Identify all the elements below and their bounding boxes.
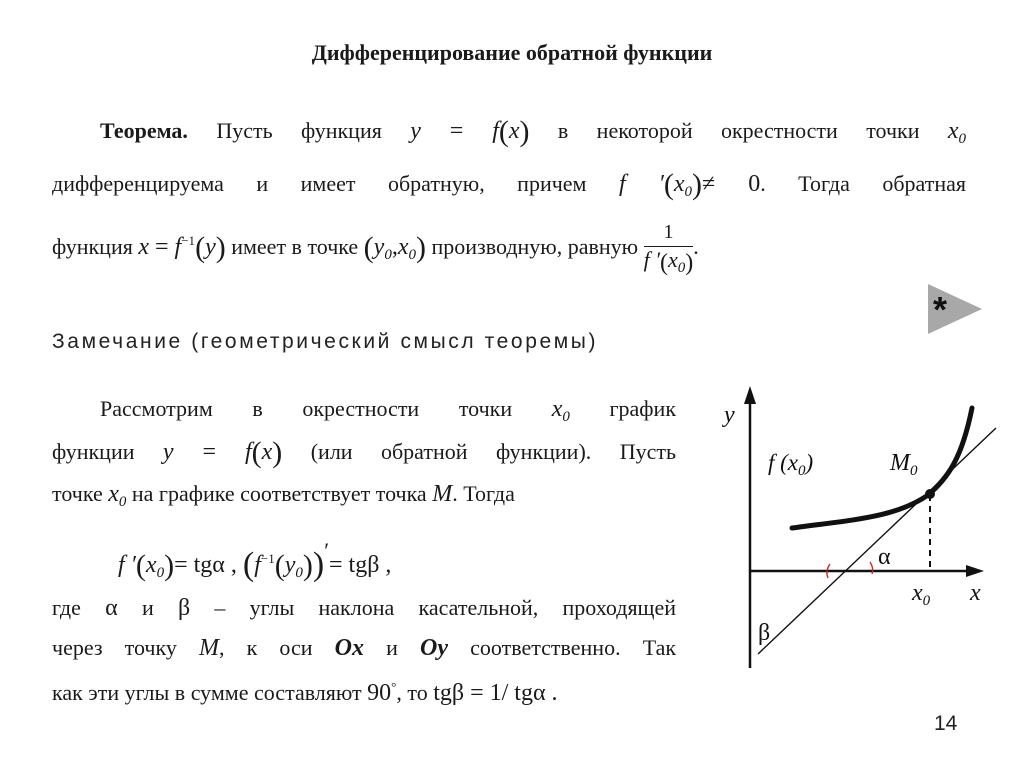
point-m0	[925, 489, 935, 499]
next-slide-arrow-icon[interactable]	[926, 282, 986, 336]
theorem-line-2: дифференцируема и имеет обратную, причем f $'(x_0)\ne 0$. Тогда обратная	[52, 168, 966, 201]
beta-label: β	[758, 620, 771, 646]
m0-label: $M_0$	[890, 450, 918, 479]
remark-heading: Замечание (геометрический смысл теоремы)	[52, 330, 599, 353]
point-x0: $x_0$	[947, 118, 967, 147]
function-curve	[792, 408, 972, 528]
remark-line-3: точке $x_0$ на графике соответствует точка M. Тогда	[52, 481, 515, 510]
x-axis-label: x	[970, 580, 981, 606]
theorem-line-3: функция $x = f^{-1}(y)$ имеет в точке $(y_0,x_0)$ производную, равную $\frac{1}{f '(x_0)}$ .	[52, 221, 699, 276]
y-axis-label: y	[724, 402, 735, 428]
remark-line-2: функции y = f(x) (или обратной функции). Пусть	[52, 436, 676, 469]
page-number: 14	[934, 712, 958, 735]
remark-line-4: где α и β – углы наклона касательной, проходящей	[52, 595, 677, 621]
x0-label: $x_0$	[912, 580, 931, 609]
remark-line-5: через точку M, к оси Ox и Oy соответственно. Так	[52, 635, 677, 661]
formula-derivative-nonzero: f $'(x_0)\ne 0$	[618, 168, 761, 201]
theorem-label: Теорема.	[100, 118, 188, 143]
remark-line-1: Рассмотрим в окрестности точки $x_0$ график	[100, 396, 677, 425]
alpha-label: α	[878, 544, 891, 570]
f-x0-label: f $(x_0)$	[768, 450, 814, 479]
star-icon: *	[933, 289, 948, 330]
remark-line-6: как эти углы в сумме составляют 90°, то tgβ = 1/ tgα .	[52, 679, 558, 706]
tangent-graph	[700, 378, 1000, 678]
x-axis-arrow-icon	[966, 565, 984, 577]
formula-y-f-x: y = f(x)	[410, 115, 530, 148]
formula-inverse-function: $x = f^{-1}(y)$	[138, 231, 226, 265]
point-y0-x0: $(y_0,x_0)$	[363, 231, 426, 265]
page-title: Дифференцирование обратной функции	[311, 40, 713, 65]
theorem-line-1: Теорема. Пусть функция y = f(x) в некоторой окрестности точки $x_0$	[100, 115, 967, 148]
y-axis-arrow-icon	[744, 386, 756, 404]
formula-tangent-angles: f $'(x_0)= tg\alpha$ , $(f^{-1}(y_0))'= tg\beta$ ,	[118, 538, 392, 583]
fraction-one-over-derivative: $\frac{1}{f '(x_0)}$	[643, 221, 694, 276]
